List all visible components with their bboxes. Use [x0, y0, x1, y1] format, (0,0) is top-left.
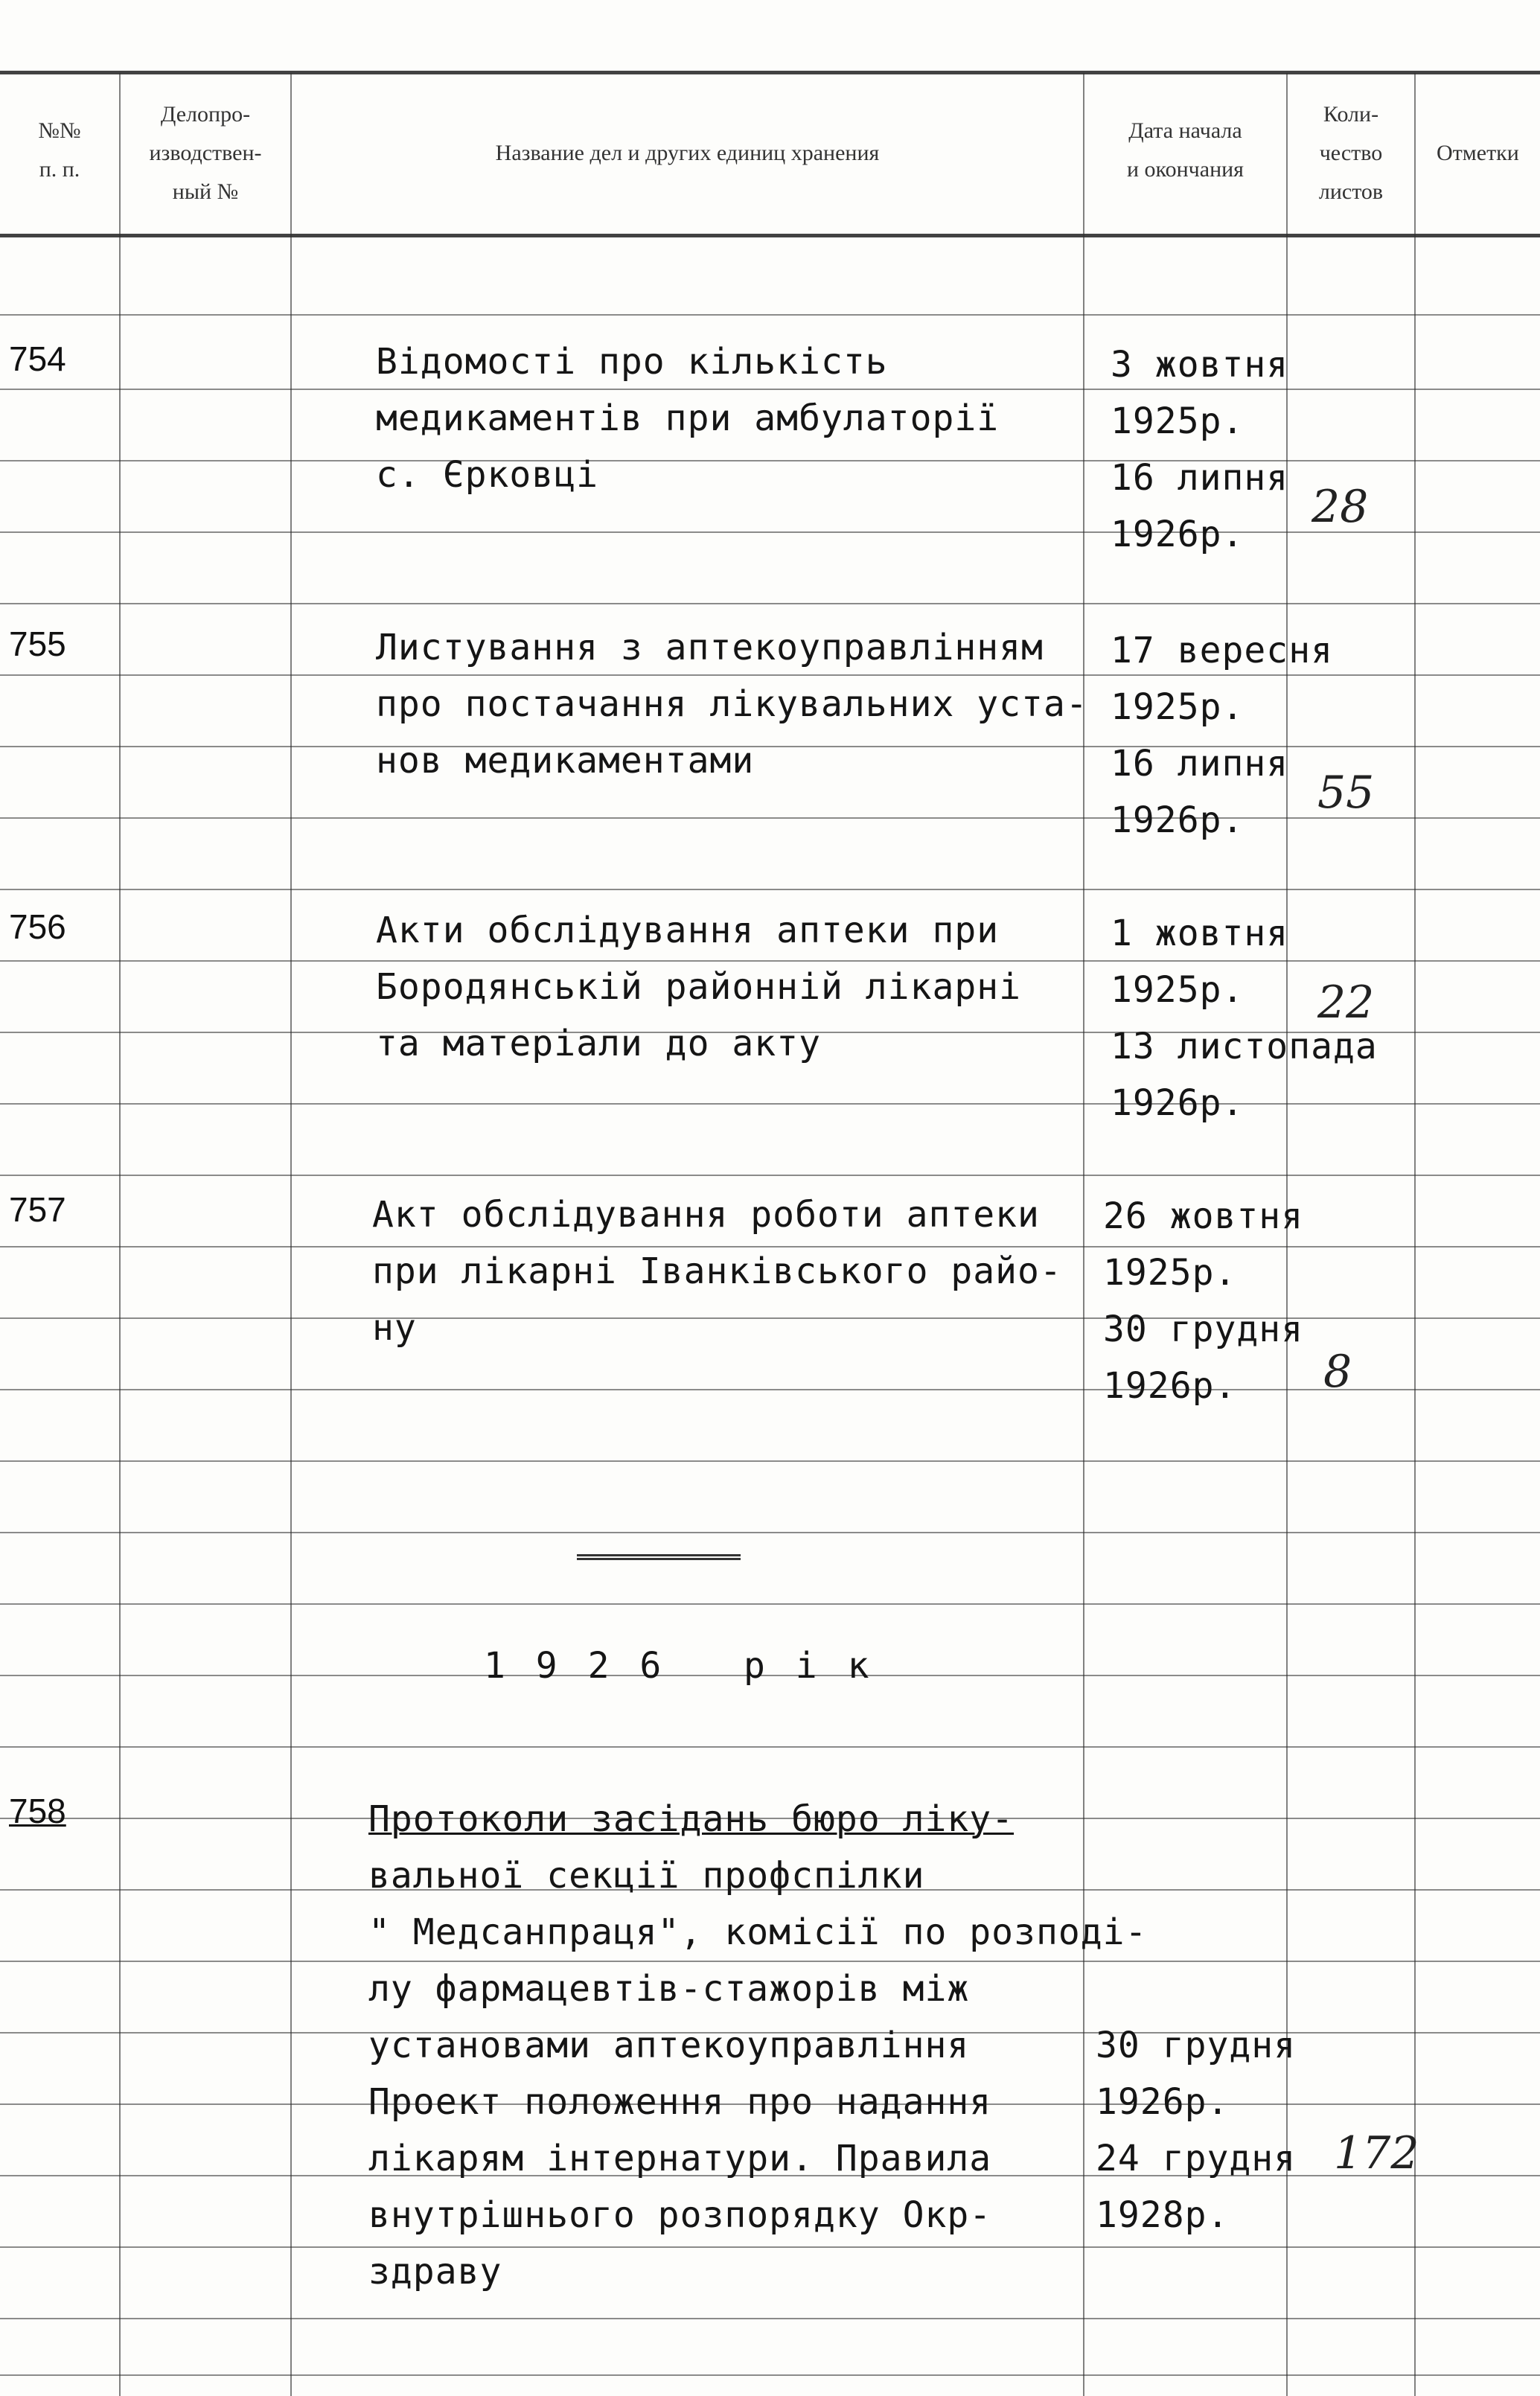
- entry-title-line: медикаментів при амбулаторії: [376, 397, 1000, 439]
- row-rule: [0, 1317, 1540, 1319]
- entry-number: 758: [9, 1792, 66, 1830]
- header-bottom-rule: [0, 234, 1540, 237]
- row-rule: [0, 746, 1540, 747]
- entry-number: 756: [9, 907, 66, 946]
- entry-date-line: 1925р.: [1111, 686, 1245, 728]
- header-col-title: Название дел и других единиц хранения: [495, 141, 880, 165]
- entry-title-line: вальної секції профспілки: [368, 1855, 925, 1897]
- entry-date-line: 1928р.: [1096, 2194, 1230, 2236]
- row-rule: [0, 674, 1540, 676]
- header-top-rule: [0, 71, 1540, 74]
- header-col-office-number: Делопро- изводствен- ный №: [149, 102, 262, 204]
- entry-title-line: установами аптекоуправління: [368, 2025, 970, 2066]
- entry-title-line: лу фармацевтів-стажорів між: [368, 1968, 970, 2010]
- entry-date-line: 1926р.: [1111, 514, 1245, 555]
- entry-date-line: 1926р.: [1111, 1082, 1245, 1124]
- entry-date-line: 16 липня: [1111, 743, 1289, 785]
- column-rule-2: [290, 73, 292, 2396]
- entry-title-line: Листування з аптекоуправлінням: [376, 627, 1044, 668]
- row-rule: [0, 1532, 1540, 1533]
- row-rule: [0, 460, 1540, 461]
- header-col-sheets: Коли- чество листов: [1318, 102, 1384, 204]
- row-rule: [0, 1961, 1540, 1962]
- entry-date-line: 1 жовтня: [1111, 913, 1289, 954]
- row-rule: [0, 960, 1540, 962]
- entry-title-line: с. Єрковці: [376, 454, 598, 496]
- entry-title-line: " Медсанпраця", комісії по розподі-: [368, 1911, 1148, 1953]
- row-rule: [0, 531, 1540, 533]
- row-rule: [0, 1603, 1540, 1605]
- entry-number: 754: [9, 339, 66, 378]
- row-rule: [0, 2318, 1540, 2319]
- row-rule: [0, 1460, 1540, 1462]
- row-rule: [0, 314, 1540, 316]
- section-separator: [577, 1554, 741, 1560]
- entry-sheet-count: 8: [1323, 1346, 1352, 1398]
- header-col-notes: Отметки: [1437, 141, 1519, 165]
- row-rule: [0, 1175, 1540, 1176]
- entry-date-line: 13 листопада: [1111, 1026, 1378, 1067]
- entry-title-line: про постачання лікувальних уста-: [376, 683, 1088, 725]
- entry-title-line: лікарям інтернатури. Правила: [368, 2138, 992, 2179]
- entry-title-line: та матеріали до акту: [376, 1023, 821, 1064]
- entry-title-line: Бородянській районній лікарні: [376, 966, 1022, 1008]
- entry-date-line: 3 жовтня: [1111, 344, 1289, 386]
- entry-date-line: 1926р.: [1096, 2081, 1230, 2123]
- entry-date-line: 30 грудня: [1096, 2025, 1297, 2066]
- entry-title-line: Акт обслідування роботи аптеки: [372, 1194, 1040, 1236]
- entry-title-line: Протоколи засідань бюро ліку-: [368, 1798, 1015, 1840]
- entry-date-line: 17 вересня: [1111, 630, 1333, 671]
- entry-title-line: Проект положення про надання: [368, 2081, 992, 2123]
- column-rule-5: [1414, 73, 1416, 2396]
- header-col-number: №№ п. п.: [38, 118, 81, 182]
- entry-title-line: Відомості про кількість: [376, 341, 888, 383]
- entry-sheet-count: 172: [1334, 2127, 1419, 2179]
- entry-sheet-count: 55: [1317, 767, 1375, 819]
- entry-title-line: ну: [372, 1307, 417, 1349]
- entry-sheet-count: 22: [1317, 977, 1375, 1029]
- row-rule: [0, 1103, 1540, 1105]
- entry-date-line: 24 грудня: [1096, 2138, 1297, 2179]
- header-col-dates: Дата начала и окончания: [1127, 118, 1244, 182]
- entry-title-line: нов медикаментами: [376, 740, 755, 782]
- entry-title-line: внутрішнього розпорядку Окр-: [368, 2194, 992, 2236]
- row-rule: [0, 817, 1540, 819]
- row-rule: [0, 1389, 1540, 1390]
- row-rule: [0, 603, 1540, 604]
- entry-title-line: при лікарні Іванківського райо-: [372, 1250, 1062, 1292]
- row-rule: [0, 1746, 1540, 1748]
- entry-date-line: 1925р.: [1111, 969, 1245, 1011]
- column-rule-3: [1083, 73, 1084, 2396]
- column-rule-1: [119, 73, 121, 2396]
- row-rule: [0, 389, 1540, 390]
- entry-date-line: 1926р.: [1103, 1365, 1237, 1407]
- entry-date-line: 16 липня: [1111, 457, 1289, 499]
- year-heading: 1 9 2 6 р і к: [484, 1645, 874, 1687]
- entry-number: 755: [9, 624, 66, 663]
- entry-date-line: 26 жовтня: [1103, 1195, 1304, 1237]
- entry-date-line: 30 грудня: [1103, 1309, 1304, 1350]
- entry-date-line: 1925р.: [1103, 1252, 1237, 1294]
- entry-title-line: Акти обслідування аптеки при: [376, 910, 1000, 951]
- entry-title-line: здраву: [368, 2251, 502, 2293]
- entry-date-line: 1926р.: [1111, 799, 1245, 841]
- entry-sheet-count: 28: [1311, 481, 1369, 533]
- entry-date-line: 1925р.: [1111, 400, 1245, 442]
- row-rule: [0, 1246, 1540, 1247]
- entry-number: 757: [9, 1190, 66, 1229]
- row-rule: [0, 2246, 1540, 2248]
- row-rule: [0, 889, 1540, 890]
- row-rule: [0, 2374, 1540, 2376]
